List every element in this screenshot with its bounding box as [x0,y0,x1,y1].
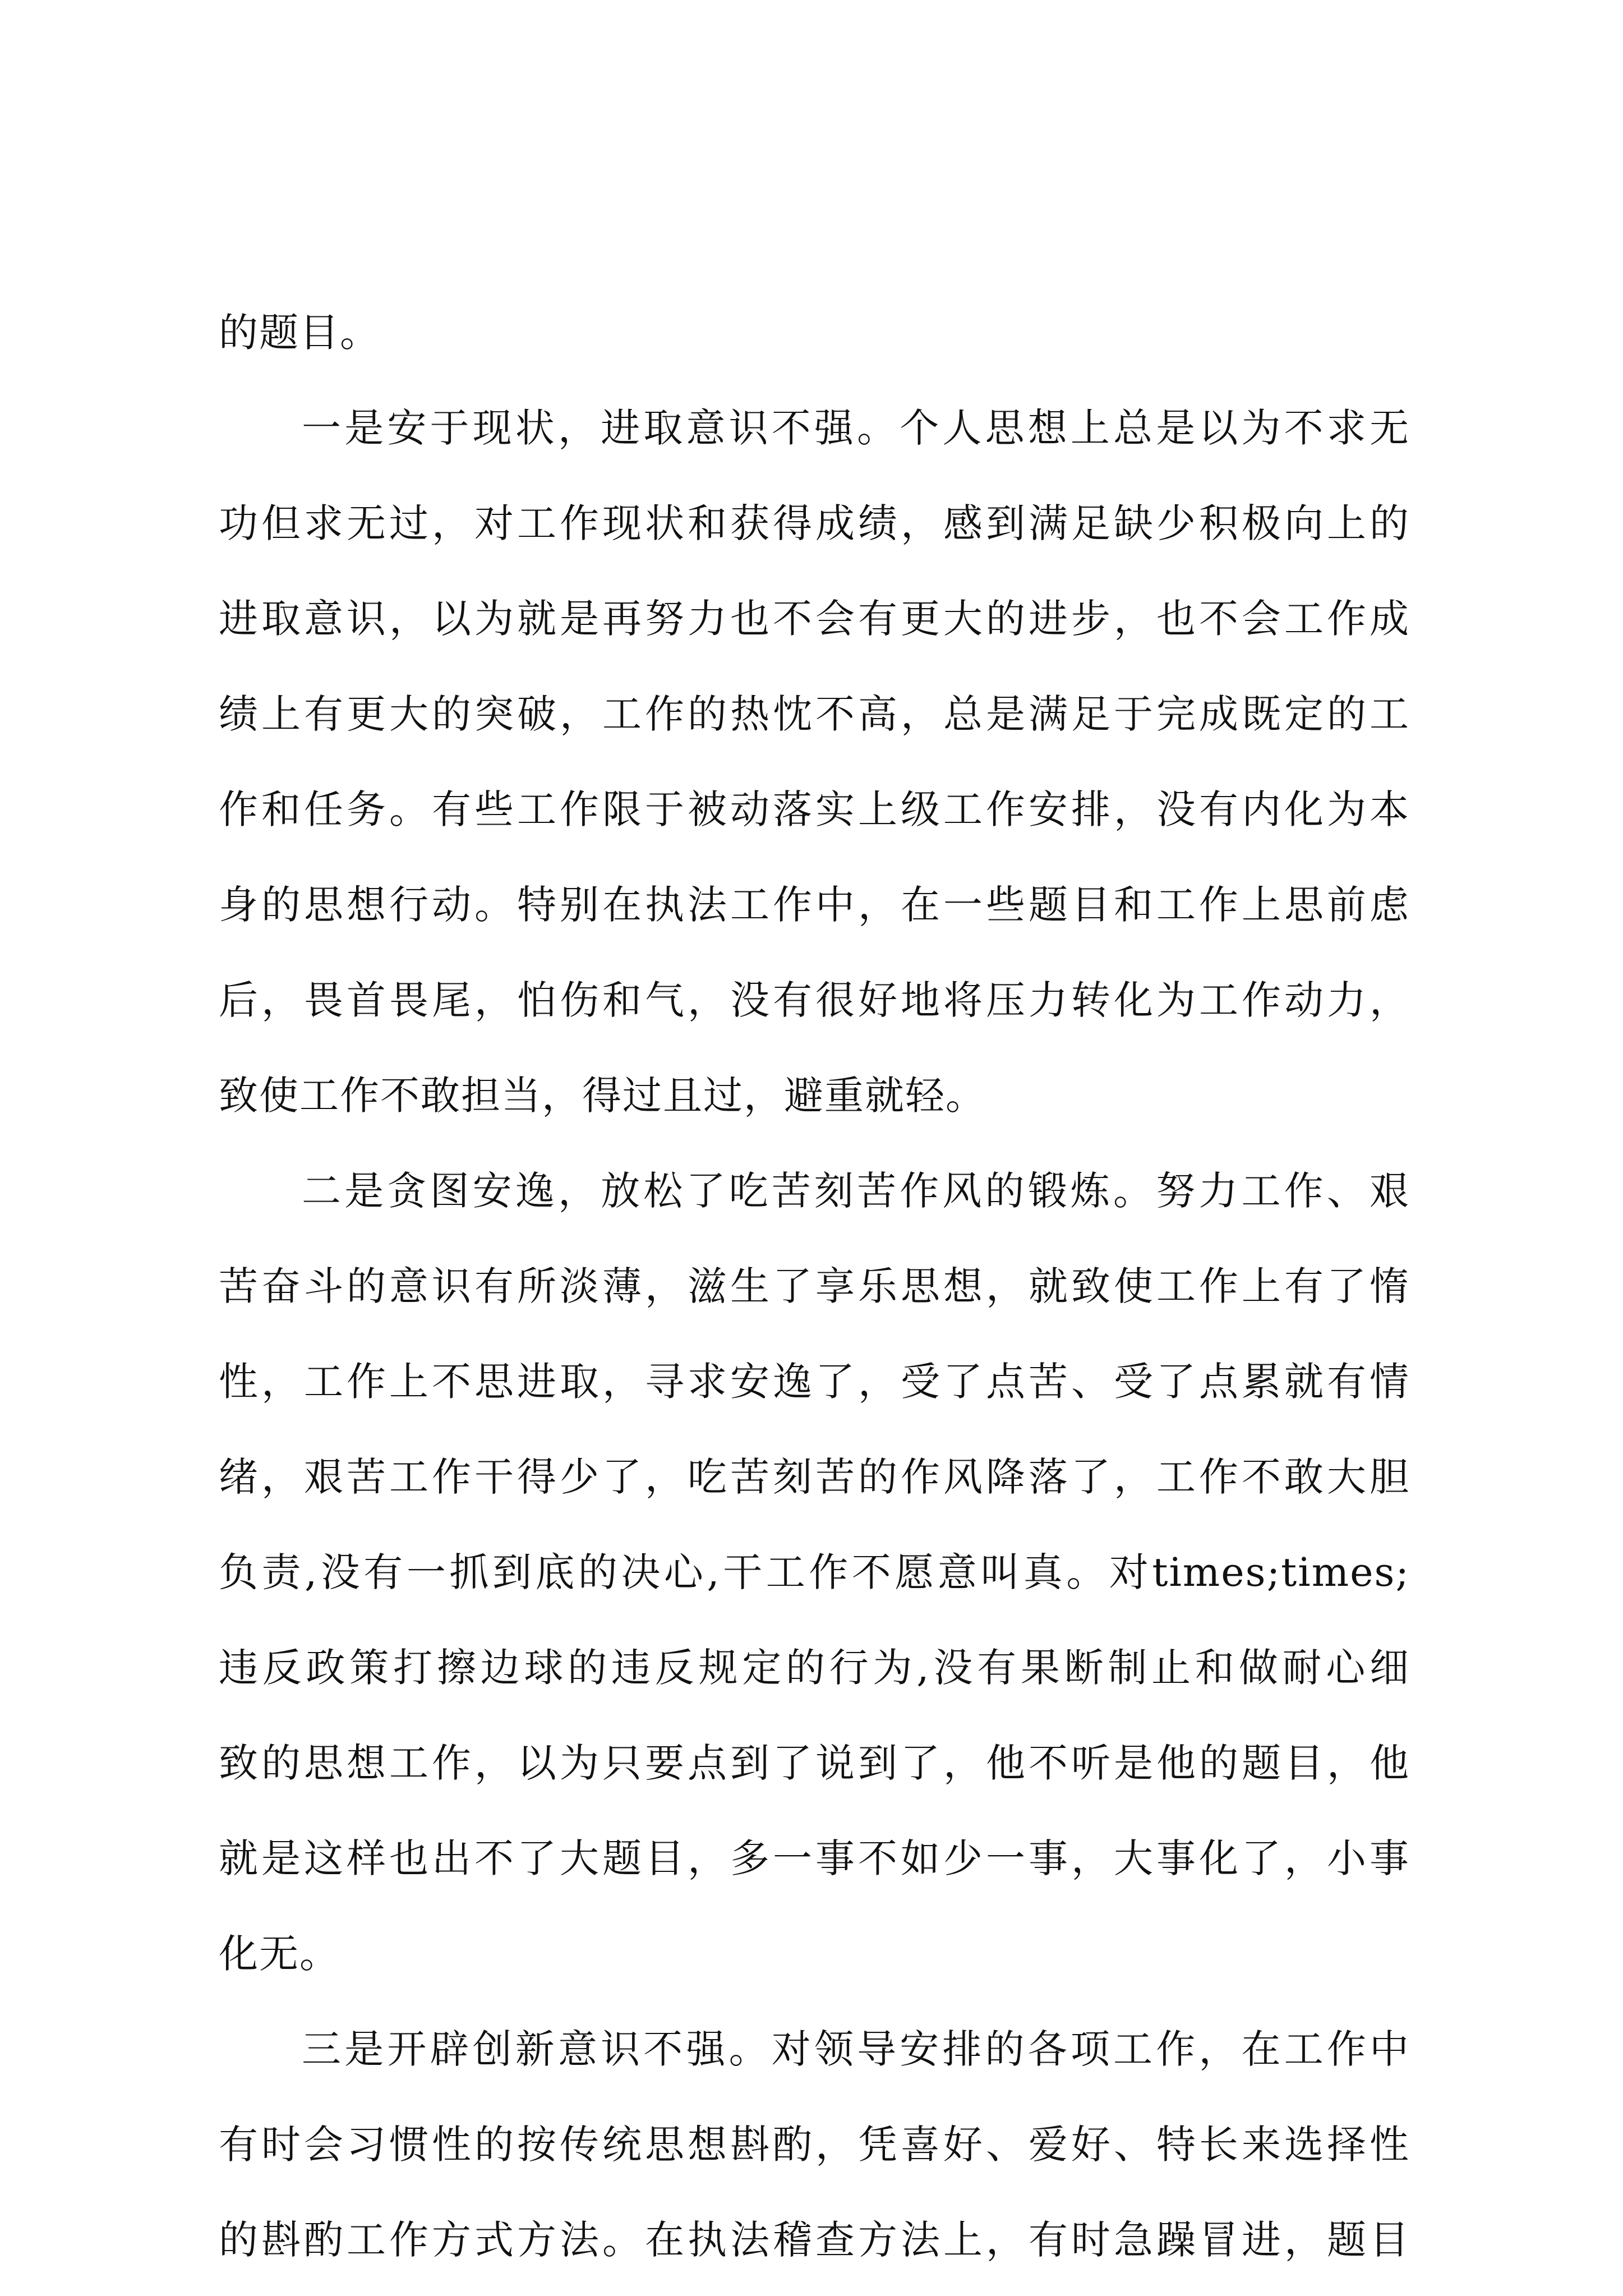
text-line: 三是开辟创新意识不强。对领导安排的各项工作，在工作中 [302,2026,1410,2072]
text-line: 负责,没有一抓到底的决心,干工作不愿意叫真。对times;times; [219,1549,1410,1595]
text-line: 致的思想工作，以为只要点到了说到了，他不听是他的题目，他 [219,1740,1410,1786]
text-line: 进取意识，以为就是再努力也不会有更大的进步，也不会工作成 [219,596,1410,642]
text-line: 后，畏首畏尾，怕伤和气，没有很好地将压力转化为工作动力， [219,977,1410,1023]
text-line: 一是安于现状，进取意识不强。个人思想上总是以为不求无 [302,405,1410,451]
text-line: 致使工作不敢担当，得过且过，避重就轻。 [219,1073,986,1119]
text-line: 苦奋斗的意识有所淡薄，滋生了享乐思想，就致使工作上有了惰 [219,1263,1410,1309]
text-line: 就是这样也出不了大题目，多一事不如少一事，大事化了，小事 [219,1835,1410,1881]
text-line: 绩上有更大的突破，工作的热忱不高，总是满足于完成既定的工 [219,691,1410,737]
text-line: 绪，艰苦工作干得少了，吃苦刻苦的作风降落了，工作不敢大胆 [219,1454,1410,1500]
text-line: 有时会习惯性的按传统思想斟酌，凭喜好、爱好、特长来选择性 [219,2122,1410,2168]
text-line: 身的思想行动。特别在执法工作中，在一些题目和工作上思前虑 [219,882,1410,928]
text-line: 二是贪图安逸，放松了吃苦刻苦作风的锻炼。努力工作、艰 [302,1168,1410,1214]
text-line: 功但求无过，对工作现状和获得成绩，感到满足缺少积极向上的 [219,500,1410,546]
text-line: 的题目。 [219,310,380,356]
text-line: 化无。 [219,1931,340,1977]
text-line: 性，工作上不思进取，寻求安逸了，受了点苦、受了点累就有情 [219,1359,1410,1405]
text-line: 作和任务。有些工作限于被动落实上级工作安排，没有内化为本 [219,786,1410,832]
text-line: 违反政策打擦边球的违反规定的行为,没有果断制止和做耐心细 [219,1645,1410,1691]
text-line: 的斟酌工作方式方法。在执法稽查方法上，有时急躁冒进，题目 [219,2217,1410,2263]
